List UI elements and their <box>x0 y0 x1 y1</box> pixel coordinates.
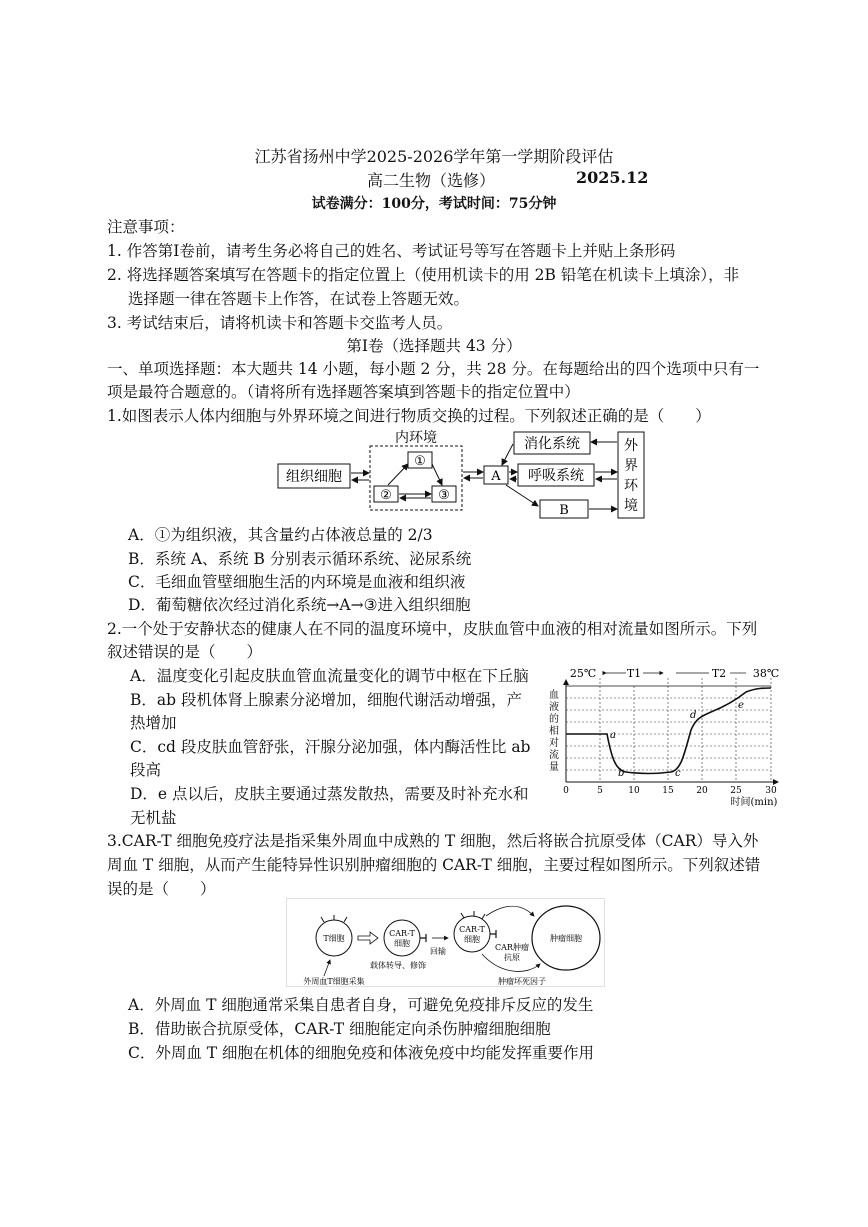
svg-text:d: d <box>690 710 697 721</box>
svg-text:液: 液 <box>549 702 559 713</box>
digestive-label: 消化系统 <box>524 436 580 452</box>
note-item-3: 3. 考试结束后，请将机读卡和答题卡交监考人员。 <box>107 314 453 332</box>
svg-text:相: 相 <box>549 726 559 737</box>
svg-text:30: 30 <box>765 786 777 796</box>
exam-info: 试卷满分：100分，考试时间：75分钟 <box>311 196 557 212</box>
x-axis-ticks <box>563 786 777 796</box>
q2-option-b: B．ab 段机体肾上腺素分泌增加，细胞代谢活动增强，产 <box>130 691 522 709</box>
svg-text:血: 血 <box>549 690 559 701</box>
section-title: 第Ⅰ卷（选择题共 43 分） <box>346 337 522 355</box>
temp-end-label: 38℃ <box>752 667 780 680</box>
q3-stem-cont2: 误的是（ ） <box>107 880 216 898</box>
respiratory-label: 呼吸系统 <box>528 468 584 484</box>
tumor-cell-label: 肿瘤细胞 <box>550 934 582 943</box>
q3-cart-diagram <box>286 898 606 988</box>
svg-text:a: a <box>610 730 616 741</box>
q1-option-a: A．①为组织液，其含量约占体液总量的 2/3 <box>128 526 433 544</box>
svg-text:10: 10 <box>628 786 640 796</box>
t-cell-label: T细胞 <box>323 934 345 943</box>
q1-option-d: D．葡萄糖依次经过消化系统→A→③进入组织细胞 <box>128 596 471 614</box>
svg-text:对: 对 <box>549 738 559 749</box>
svg-text:界: 界 <box>624 458 638 474</box>
q2-option-c: C．cd 段皮肤血管舒张，汗腺分泌加强，体内酶活性比 ab <box>130 738 531 756</box>
node-2: ② <box>380 488 392 503</box>
curve-point-labels <box>610 700 744 779</box>
note-item-2: 2. 将选择题答案填写在答题卡的指定位置上（使用机读卡的用 2B 铅笔在机读卡上填涂），非 <box>107 266 740 284</box>
q2-option-a: A．温度变化引起皮肤血管血流量变化的调节中枢在下丘脑 <box>130 667 529 685</box>
q3-option-c: C．外周血 T 细胞在机体的细胞免疫和体液免疫中均能发挥重要作用 <box>128 1044 595 1062</box>
q3-stem: 3.CAR-T 细胞免疫疗法是指采集外周血中成熟的 T 细胞，然后将嵌合抗原受体（CAR）导入外 <box>107 832 759 850</box>
reinfuse-label: 回输 <box>430 947 446 956</box>
svg-text:25: 25 <box>730 786 742 796</box>
car-tumor-label: CAR肿瘤 <box>495 943 529 952</box>
y-axis-label <box>549 689 559 773</box>
q2-option-b-cont: 热增加 <box>130 714 177 732</box>
tissue-cells-label: 组织细胞 <box>286 469 342 485</box>
svg-text:外: 外 <box>624 438 638 454</box>
q1-stem: 1.如图表示人体内细胞与外界环境之间进行物质交换的过程。下列叙述正确的是（ ） <box>107 407 711 425</box>
svg-text:5: 5 <box>597 786 603 796</box>
node-1: ① <box>414 454 426 469</box>
q2-stem-cont: 叙述错误的是（ ） <box>107 643 263 661</box>
svg-text:c: c <box>675 768 681 779</box>
q2-blood-flow-graph <box>546 660 786 810</box>
svg-text:流: 流 <box>549 750 559 761</box>
svg-text:b: b <box>618 768 625 779</box>
t1-label: T1 <box>626 667 642 680</box>
notes-heading: 注意事项： <box>107 218 185 236</box>
q2-stem: 2.一个处于安静状态的健康人在不同的温度环境中，皮肤血管中血液的相对流量如图所示。下列 <box>107 620 758 638</box>
cart-cell-2-label: CAR-T <box>459 925 485 934</box>
svg-text:环: 环 <box>624 478 638 494</box>
section-intro-cont: 项是最符合题意的。（请将所有选择题答案填到答题卡的指定位置中） <box>107 383 580 401</box>
system-a-label: A <box>491 469 501 484</box>
exam-date: 2025.12 <box>576 168 649 187</box>
note-item-1: 1. 作答第Ⅰ卷前，请考生务必将自己的姓名、考试证号等写在答题卡上并贴上条形码 <box>107 242 676 260</box>
cart-cell-1-label: CAR-T <box>389 929 415 938</box>
note-item-2-cont: 选择题一律在答题卡上作答，在试卷上答题无效。 <box>128 290 470 308</box>
exam-title: 江苏省扬州中学2025-2026学年第一学期阶段评估 <box>254 147 614 166</box>
svg-text:0: 0 <box>563 786 569 796</box>
collect-label: 外周血T细胞采集 <box>303 977 365 986</box>
q3-option-a: A．外周血 T 细胞通常采集自患者自身，可避免免疫排斥反应的发生 <box>128 996 594 1014</box>
q3-stem-cont: 周血 T 细胞，从而产生能特异性识别肿瘤细胞的 CAR-T 细胞，主要过程如图所示。下列叙述错 <box>107 856 761 874</box>
svg-text:20: 20 <box>696 786 708 796</box>
svg-text:细胞: 细胞 <box>394 939 410 948</box>
svg-text:的: 的 <box>549 714 559 725</box>
t2-label: T2 <box>711 667 727 680</box>
q1-option-c: C．毛细血管壁细胞生活的内环境是血液和组织液 <box>128 573 466 591</box>
tnf-label: 肿瘤坏死因子 <box>498 977 546 986</box>
section-intro: 一、单项选择题：本大题共 14 小题，每小题 2 分，共 28 分。在每题给出的四个选项中只有一 <box>107 360 760 378</box>
x-axis-label: 时间(min) <box>730 797 778 808</box>
vector-label: 载体转导、修饰 <box>370 961 426 970</box>
q2-option-c-cont: 段高 <box>130 761 162 779</box>
q1-diagram <box>276 428 646 520</box>
svg-text:境: 境 <box>624 498 638 514</box>
temp-start-label: 25℃ <box>569 667 597 680</box>
q1-option-b: B．系统 A、系统 B 分别表示循环系统、泌尿系统 <box>128 550 472 568</box>
q2-option-d: D．e 点以后，皮肤主要通过蒸发散热，需要及时补充水和 <box>130 785 529 803</box>
svg-text:e: e <box>738 700 744 711</box>
q2-option-d-cont: 无机盐 <box>130 809 177 827</box>
svg-text:量: 量 <box>549 762 559 773</box>
system-b-label: B <box>559 503 569 518</box>
inner-env-label: 内环境 <box>395 430 437 446</box>
svg-text:细胞: 细胞 <box>464 935 480 944</box>
node-3: ③ <box>438 488 450 503</box>
svg-text:15: 15 <box>662 786 674 796</box>
subject-label: 高二生物（选修） <box>367 171 496 190</box>
q3-option-b: B．借助嵌合抗原受体，CAR-T 细胞能定向杀伤肿瘤细胞细胞 <box>128 1020 551 1038</box>
antigen-label: 抗原 <box>504 953 520 962</box>
